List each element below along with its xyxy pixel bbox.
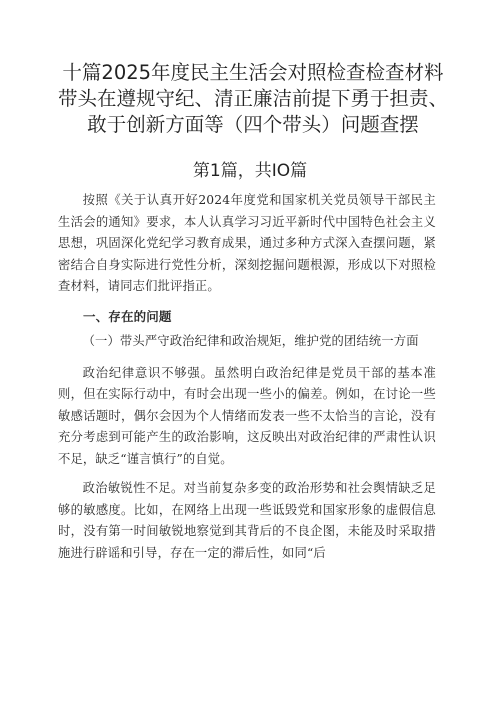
- body-paragraph-1: 政治纪律意识不够强。虽然明白政治纪律是党员干部的基本准则，但在实际行动中，有时会出现一些小的偏差。例如，在讨论一些敏感话题时，偶尔会因为个人情绪而发表一些不太恰当的言论，没有充分考虑到可能产生的政治影响，这反映出对政治纪律的严肃性认识不足，缺乏“谨言慎行”的自觉。: [58, 365, 436, 466]
- title-line-1: 十篇2025年度民主生活会对照检查检查材料: [62, 61, 444, 84]
- document-body: [58, 190, 436, 572]
- body-paragraph-2: 政治敏锐性不足。对当前复杂多变的政治形势和社会舆情缺乏足够的敏感度。比如，在网络上出现一些诋毁党和国家形象的虚假信息时，没有第一时间敏锐地察觉到其背后的不良企图，未能及时采取措施进行辟谣和引导，存在一定的滞后性，如同“后: [58, 481, 436, 560]
- document-subtitle: 第1篇，共IO篇: [192, 161, 308, 181]
- section-heading: 一、存在的问题: [83, 308, 172, 324]
- intro-paragraph: 按照《关于认真开好2024年度党和国家机关党员领导干部民主生活会的通知》要求，本人认真学习习近平新时代中国特色社会主义思想，巩固深化党纪学习教育成果，通过多种方式深入查摆问题，紧密结合自身实际进行党性分析，深刻挖掘问题根源，形成以下对照检查材料，请同志们批评指正。: [58, 193, 436, 293]
- subsection-heading: （一）带头严守政治纪律和政治规矩，维护党的团结统一方面: [82, 334, 419, 348]
- title-line-2: 带头在遵规守纪、清正廉洁前提下勇于担责、: [58, 87, 449, 110]
- document-title: [58, 60, 448, 138]
- title-line-3: 敢于创新方面等（四个带头）问题查摆: [87, 113, 419, 136]
